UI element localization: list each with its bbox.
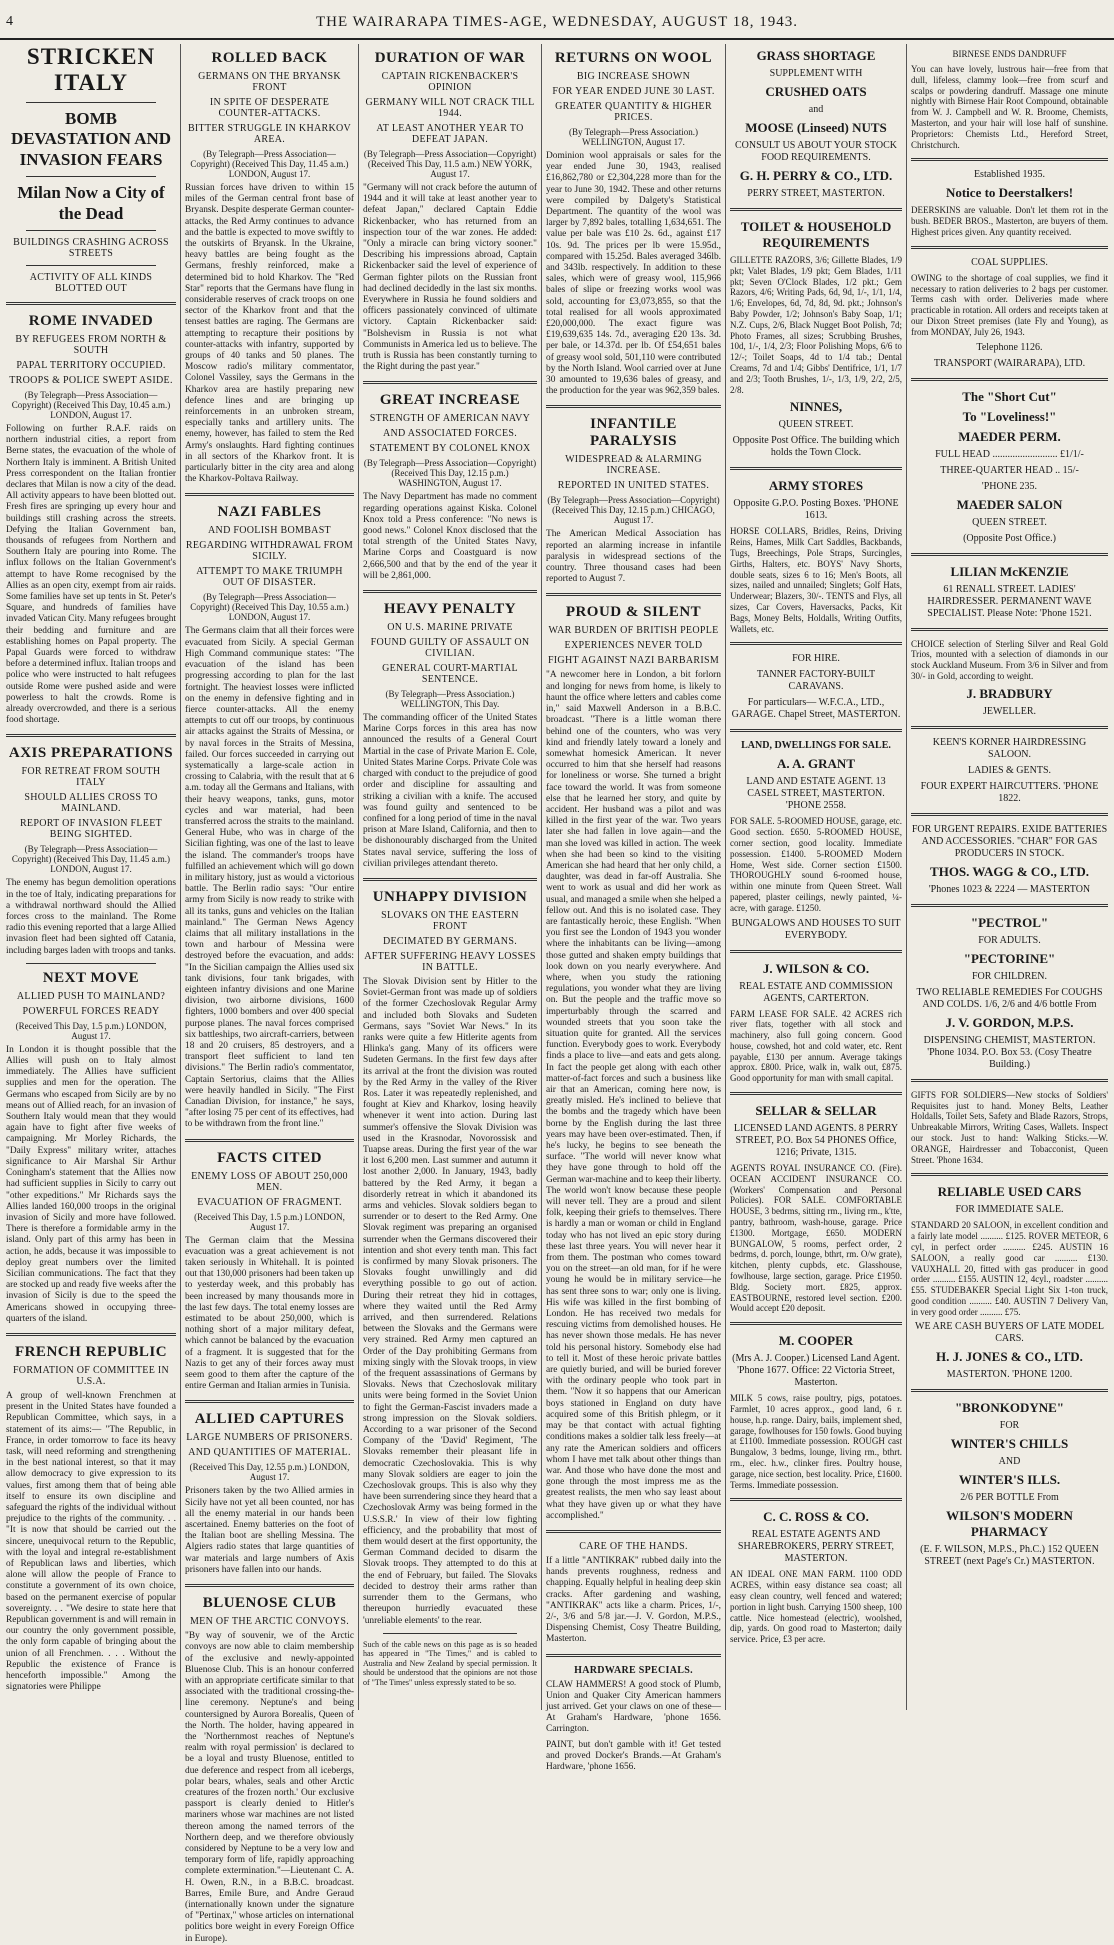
ad-text: QUEEN STREET. [778, 419, 854, 431]
subheadline: IN SPITE OF DESPERATE COUNTER-ATTACKS. [209, 97, 330, 119]
ad-heading: G. H. PERRY & CO., LTD. [739, 168, 893, 183]
subheadline: MEN OF THE ARCTIC CONVOYS. [189, 1616, 350, 1628]
ad-body: STANDARD 20 SALOON, in excellent condition and a fairly late model .......... £125. ROVER METEOR, 6 cyl, in perfect order .......... £245. AUSTIN 16 SALOON, a really good car .......... £130. VAUXHALL 20, fitted with gas producer in good order .......... £155. AUSTIN 12, 4cyl., roadster .......... £55. STUDEBAKER Special Light Six 1-ton truck, good condition .......... £40. AUSTIN 7 Delivery Van, in very good order .......... £75. [911, 1220, 1108, 1317]
subheadline: GERMANY WILL NOT CRACK TILL 1944. [365, 97, 535, 119]
headline: FRENCH REPUBLIC [14, 1343, 168, 1360]
ad-body: AGENTS ROYAL INSURANCE CO. (Fire). OCEAN ACCIDENT INSURANCE CO. (Workers' Compensation and Personal Policies). FOR SALE. COMFORTABLE HOUSE, 3 bedrms, sitting rm., living rm., k'tte, pantry, bathroom, wash-house, garage. Price £1300. Mortgage, £650. MODERN BUNGALOW, 5 rooms, perfect order, 2 bedrms, d. porch, lounge, bthrt, rm. O/w grate), kitchen, plenty cupbds, etc. Glasshouse, fowlhouse, large section, garage. Price £1950. Bldg. Society mort. £825, approx. EASTBOURNE, restored level section. £200. Would accept £20 deposit. [730, 1163, 902, 1314]
article-body: Dominion wool appraisals or sales for the year ended June 30, 1943, realised £16,862,780 or £2,304,228 more than for the year to June 30, 1942. These and other returns were compiled by Dalgety's Statistical Department. The quantity of the wool was larger by 7,892 bales, totalling 1,634,651. The value per bale was £10 2s. 6d., against £17 10s. 9d. The prices per lb were 15.95d., compared with 15.25d. Bales averaged 346lb. and 343lb. respectively. In addition to these sales, which were of greasy wool, 115,966 bales of slipe or freezing works wool was sold, accounting for £3,073,855, so that the total realised for all wools approximated £20,000,000. The exact figure was £19,639,635 14s. 7d., averaging £20 13s. 3d. per bale, or 14.37d. per lb. Of £54,651 bales of greasy wool sold, 501,110 were contributed by the North Island. Wool carried over at June 30 amounted to 19,636 bales of greasy, and the production for the year was 962,359 bales. [546, 151, 721, 397]
ad-text: FOR IMMEDIATE SALE. [955, 1204, 1064, 1216]
subheadline: GREATER QUANTITY & HIGHER PRICES. [555, 101, 712, 123]
headline: BOMB DEVASTATION AND INVASION FEARS [10, 109, 172, 169]
subheadline: REPORT OF INVASION FLEET BEING SIGHTED. [19, 818, 163, 841]
article-body: In London it is thought possible that the Allies will push on to Italy almost immediately. The Allies have sufficient supplies and men for the operation. The Germans who escaped from Sicily are by no means out of Allied reach, for an invasion of Southern Italy would mean that they would again have to fight after five weeks of campaigning. Mr Morley Richards, the "Daily Express" military writer, attaches significance to Air Marshal Sir Arthur Coningham's statement that the Allies now had sufficient supplies in Sicily to carry out "other expeditions." Mr Richards says the Allies landed 160,000 troops in the original invasion of Sicily and more have followed. There is therefore a formidable army in the island. Only part of this army has been in action, he adds, because it was impossible to deploy great numbers over the limited Sicilian communications. The fact that they are stocked up and ready five weeks after the invasion of Sicily is due to the speed the Americans showed in occupying three-quarters of the island. [6, 1044, 176, 1324]
ad-text: LAND AND ESTATE AGENT. 13 CASEL STREET, MASTERTON. 'PHONE 2558. [746, 776, 886, 812]
subheadline: REPORTED IN UNITED STATES. [557, 480, 710, 492]
headline: STRICKEN ITALY [26, 44, 156, 95]
ad-heading: WILSON'S MODERN PHARMACY [946, 1508, 1073, 1540]
ad-heading: CRUSHED OATS [765, 84, 867, 99]
ad-text: WE ARE CASH BUYERS OF LATE MODEL CARS. [915, 1321, 1104, 1345]
ad-heading: WINTER'S ILLS. [958, 1472, 1061, 1488]
column-4 [542, 44, 725, 1773]
dateline: (By Telegraph—Press Association—Copyright) (Received This Day, 11.45 a.m.) LONDON, August 17. [190, 149, 349, 179]
ad-body: GIFTS FOR SOLDIERS—New stocks of Soldiers' Requisites just to hand. Money Belts, Leather Holdalls, Toilet Sets, Safety and Blade Razors, Strops, Unbreakable Mirrors, Writing Cases, Wallets. Inspect our stock. Just to hand: Walking Sticks.—W. ORANGE, Hairdresser and Tobacconist, Queen Street. 'Phone 1634. [911, 1089, 1108, 1165]
article-body: "A newcomer here in London, a bit forlorn and longing for news from home, is likely to haunt the office where letters and cables come in," said Maxwell Anderson in a B.B.C. broadcast. "There is a little woman there behind one of the counters, who was very kind and friendly lately toward a lonely and somewhat homesick American. It never occurred to him that she herself had reasons for loneliness or worse. She turned a bright face toward the world. It was from someone else that he learned her story, and quite by accident. Her husband was a pilot and was killed in the first year of the war. Two years later she had fallen in love again—and the man she loved was killed in action. The week when she had been so kind to the visiting American she had heard that her only child, a daughter, was dead in far-off Australia. She went to work as usual and did her work as usual, and managed a smile when she helped a fellow out. And this is no isolated case. They are fantastically heroic, these English. "When you first see the London of 1943 you wonder where the inhabitants can be living—among those gutted and shaken empty buildings that look down on you nearly everywhere. And where, when you study the rationing regulations, you wonder what they are living on. But the people and the traffic move so imperturbably through the scarred and wounded streets that you soon take the situation quite for granted. All the services function. Everybody goes to work. Everybody finds a place to live—and eats and gets along. In fact the people get along with each other matter-of-fact forces and such a business like air that an American, coming here now, is greatly misled. He's inclined to believe that the bombs and the tragedy which have been borne by the English during the last three years may have been over-estimated. Then, if he's lucky, he begins to see beneath the surface. "The world will never know what they have gone through to hold off the German war-machine and to keep their liberty. The world won't know because these people will never tell. They are a proud and silent folk, keeping their griefs to themselves. There is hardly a man or woman or child in England today who has not lived an epic story during these last three years. You will never hear it from them. The postman who comes toward you on the street—an old man, for if he were young he would be in military service—he has sent three sons to war; only one is living. His wife was killed in the first bombing of London. He has received two medals for rescuing victims from demolished houses. He has never shown those medals. He has never told his personal history. Somebody else had to tell it. Most of these heroic private battles are quietly buried, and will be buried forever with the ordinary people who took part in them. "Now it so happens that our American boys stationed in England on duty have acquired some of this British phlegm, or it may be that contact with actual fighting conditions makes a soldier talk less freely—at any rate the American soldiers and officers whom I have met talk about other things than war. And those who have done the most and gone through the most impress me as the greatest realists, the men who say least about what they have given up or what they have accomplished." [546, 670, 721, 1521]
column-5 [726, 44, 906, 1645]
ad-body: FARM LEASE FOR SALE. 42 ACRES rich river flats, together with all stock and machinery, also full going concern. Good house, cowshed, hot and cold water, etc. Rent payable, £130 per annum. Average takings approx. £800. Price, walk in, walk out, £875. Good opportunity for man with small capital. [730, 1008, 902, 1084]
ad-heading: LILIAN McKENZIE [950, 563, 1069, 579]
article-body: The Navy Department has made no comment regarding operations against Kiska. Colonel Knox told a Press conference: "No news is good news." Colonel Knox disclosed that the total strength of the United States Navy, Marine Corps and Coastguard is now 2,666,500 and that by the end of the year it will be 2,861,000. [363, 492, 537, 581]
ad-heading: THOS. WAGG & CO., LTD. [930, 863, 1089, 879]
ad-text: LADIES & GENTS. [967, 764, 1052, 776]
ad-body: PAINT, but don't gamble with it! Get tested and proved Docker's Brands.—At Graham's Hardware, 'phone 1656. [546, 1739, 721, 1772]
ad-text: FOUR EXPERT HAIRCUTTERS. 'PHONE 1822. [920, 780, 1099, 804]
subheadline: BY REFUGEES FROM NORTH & SOUTH [15, 333, 167, 356]
ad-heading: To "Loveliness!" [962, 408, 1057, 424]
article-body: The German claim that the Messina evacuation was a great achievement is not taken seriously in Whitehall. It is pointed out that 130,000 prisoners had been taken up to yesterday week, and this probably has been increased by many thousands more in the last few days. The total enemy losses are estimated to be about 250,000, which is nothing short of a major military defeat, which cannot be balanced by the evacuation of a fragment. It is suggested that for the Nazis to get any of their forces away must seem good to them after the capture of the entire German and Italian armies in Tunisia. [185, 1235, 354, 1392]
dateline: (By Telegraph—Press Association—Copyright) (Received This Day, 12.15 p.m.) WASHINGTON, August 17. [363, 458, 537, 489]
ad-heading: J. BRADBURY [966, 685, 1053, 701]
subheadline: AND FOOLISH BOMBAST [208, 525, 331, 537]
ad-heading: GRASS SHORTAGE [756, 48, 876, 63]
ad-text: FOR CHILDREN. [971, 970, 1047, 982]
subheadline: FOR YEAR ENDED JUNE 30 LAST. [552, 86, 715, 97]
article-body: The American Medical Association has reported an alarming increase in infantile paralysis in widespread sections of the country. Three thousand cases had been reported to August 7. [546, 529, 721, 585]
ad-text: JEWELLER. [982, 705, 1037, 717]
column-1 [2, 44, 180, 1693]
ad-body: AN IDEAL ONE MAN FARM. 1100 ODD ACRES, within easy distance sea coast; all easy clean country, well fenced and watered; portion in light bush. Carrying 1500 sheep, 100 cattle. Nice homestead (electric), woolshed, dip, yards. On good road to Masterton; daily service. Price, £3 per acre. [730, 1569, 902, 1645]
subheadline: ON U.S. MARINE PRIVATE [387, 622, 513, 634]
headline: UNHAPPY DIVISION [372, 888, 528, 905]
ad-text: DISPENSING CHEMIST, MASTERTON. 'Phone 1034. P.O. Box 53. (Cosy Theatre Building.) [923, 1034, 1096, 1070]
ad-body: CLAW HAMMERS! A good stock of Plumb, Union and Quaker City American hammers just arrived. Get your claws on one of these—At Graham's Hardware, 'phone 1656. Carrington. [546, 1679, 721, 1735]
ad-text: 'PHONE 235. [981, 480, 1038, 492]
dateline: (By Telegraph—Press Association—Copyright) (Received This Day, 10.55 a.m.) LONDON, August 17. [190, 592, 349, 623]
headline: Milan Now a City of the Dead [17, 183, 165, 223]
ad-heading: MAEDER PERM. [958, 428, 1061, 444]
ad-text: For particulars— W.F.C.A., LTD., GARAGE. Chapel Street, MASTERTON. [731, 697, 901, 721]
ad-text: TWO RELIABLE REMEDIES For COUGHS AND COLDS. 1/6, 2/6 and 4/6 bottle From [916, 986, 1103, 1010]
headline: FACTS CITED [217, 1149, 322, 1166]
ad-heading: BIRNESE ENDS DANDRUFF [952, 49, 1067, 59]
dateline: (By Telegraph—Press Association—Copyright) (Received This Day, 11.5 a.m.) NEW YORK, August 17. [363, 149, 537, 179]
column-3 [359, 44, 541, 1687]
ad-heading: M. COOPER [778, 1333, 854, 1349]
article-body: The enemy has begun demolition operations in the toe of Italy, indicating preparations for a withdrawal northward should the Allied forces cross to the mainland. The Rome radio this evening reported that a large Allied invasion fleet had been sighted off Catania, including barges laden with troops and tanks. [6, 878, 176, 956]
ad-heading: RELIABLE USED CARS [937, 1184, 1082, 1200]
ad-text: REAL ESTATE AGENTS AND SHAREBROKERS, PERRY STREET, MASTERTON. [737, 1529, 895, 1565]
subheadline: AFTER SUFFERING HEAVY LOSSES IN BATTLE. [364, 950, 536, 973]
headline: ROLLED BACK [211, 50, 328, 66]
subheadline: LARGE NUMBERS OF PRISONERS. [186, 1432, 353, 1444]
headline: NEXT MOVE [42, 969, 140, 986]
article-body: Prisoners taken by the two Allied armies in Sicily have not yet all been counted, nor has all the enemy material in our hands been ascertained. Enemy batteries on the foot of the Italian boot are shelling Messina. The Algiers radio states that large quantities of war materials and large numbers of Axis prisoners have fallen into our hands. [185, 1486, 354, 1575]
ad-text: 2/6 PER BOTTLE From [960, 1492, 1059, 1504]
article-body: The commanding officer of the United States Marine Corps forces in this area has now announced the results of a General Court Martial in the case of Private Marion E. Cole, United States Marine Corps. Private Cole was charged with conduct to the prejudice of good order and discipline for assaulting and striking a civilian with a knife. The accused was found guilty and sentenced to be confined for a long period of time in the naval prison at Mare Island, California, and then to be dishonourably discharged from the United States naval service, suffering the loss of civilian privileges attendant thereto. [363, 713, 537, 869]
ad-heading: A. A. GRANT [776, 756, 855, 772]
subheadline: ACTIVITY OF ALL KINDS BLOTTED OUT [29, 271, 153, 294]
ad-text: Established 1935. [973, 169, 1046, 181]
ad-heading: MOOSE (Linseed) NUTS [745, 120, 887, 135]
subheadline: BUILDINGS CRASHING ACROSS STREETS [13, 236, 169, 259]
subheadline: AND QUANTITIES OF MATERIAL. [188, 1447, 351, 1459]
subheadline: EVACUATION OF FRAGMENT. [197, 1196, 342, 1208]
column-6 [907, 44, 1112, 1568]
ad-heading: J. WILSON & CO. [762, 960, 870, 976]
ad-body: CHOICE selection of Sterling Silver and Real Gold Trios, mounted with a selection of diamonds in our stock Auckland Museum. From 3/6 in Silver and from 30/- in Gold, according to weight. [911, 638, 1108, 681]
article-body: "Germany will not crack before the autumn of 1944 and it will take at least another year to defeat Japan," declared Captain Eddie Rickenbacker, who has returned from an inspection tour of the war zones. He added: "Only a miracle can bring victory sooner." Describing his impressions abroad, Captain Rickenbacker said the level of experience of German fighter pilots on the Russian front had declined decidedly in the last six months. Everywhere in Russia he found soldiers and officers passionately convinced of ultimate victory. Captain Rickenbacker said: "Bolshevism in Russia is not what Communists in America led us to believe. The truth is Russia has been constantly turning to the Right during the past year." [363, 183, 537, 373]
ad-text: 61 RENALL STREET. LADIES' HAIRDRESSER. PERMANENT WAVE SPECIALIST. Please Note: 'Phone 1521. [927, 583, 1092, 619]
headline: NAZI FABLES [217, 504, 322, 521]
ad-heading: CARE OF THE HANDS. [579, 1540, 688, 1552]
ad-body: You can have lovely, lustrous hair—free from that dull, lifeless, clammy look—free from scurf and scalps or powdering dandruff. Massage one minute nightly with Birnese Hair Root Compound, obtainable from W. J. Campbell and W. R. Broome, Chemists, Masterton, and your hair will lose half of sunshine. Proprietors: Chemists Ltd., Hereford Street, Christchurch. [911, 64, 1108, 150]
ad-text: FOR ADULTS. [978, 934, 1041, 946]
subheadline: FOR RETREAT FROM SOUTH ITALY [21, 766, 161, 789]
ad-body: FOR SALE. 5-ROOMED HOUSE, garage, etc. Good section. £650. 5-ROOMED HOUSE, corner section, good locality. Immediate possession. £1400. 5-ROOMED Modern Home, West side. Corner section £1500. THOROUGHLY sound 6-roomed house, within one minute from Queen Street. Wall papered, plaster ceilings, newly painted, ¼-acre, with garage. £1250. [730, 816, 902, 913]
ad-text: SUPPLEMENT WITH [769, 68, 863, 79]
subheadline: EXPERIENCES NEVER TOLD [564, 640, 703, 652]
article-body: A group of well-known Frenchmen at present in the United States have founded a Republican Committee, which says, in a statement of its aims:— "The Republic, in France, in order tomorrow to face its heavy task, will need reforming and strengthening in the best national interest, so that it may allow democracy to give expression to its values, first among them that of being able itself to ensure its own discipline and safeguard the rights of the individual without prejudice to the rights of the community. . . "It is now that should be carried out the sincere, unequivocal return to the Republic, with the loyal and integral re-establishment of Republican laws and liberties, which alone will allow the people of France to constitute a government of its own choice, based on the permanent exercise of popular sovereignty. . . "We desire to state here that Republican government is and will remain in our country the only government possible, the only form capable of bringing about the union of all Frenchmen. . . . Without the Republic the existence of France is henceforth impossible." Among the signatories were Philippe [6, 1390, 176, 1693]
subheadline: ALLIED PUSH TO MAINLAND? [16, 990, 166, 1002]
ad-heading: C. C. ROSS & CO. [763, 1509, 869, 1525]
headline: ALLIED CAPTURES [194, 1411, 345, 1428]
ad-text: AND [998, 1456, 1021, 1468]
article-body: Russian forces have driven to within 15 miles of the German central front base of Bryansk. Despite desperate German counter-attacks, the Red Army continues to advance and the battle is expected to move swiftly to the outskirts of Bryansk. In the Ukraine, heavy battles are being fought as the Germans, freshly reinforced, make a determined bid to hold Kharkov. The "Red Star" reports that the Germans have flung in considerable reserves of crack troops on one sector of the Kharkov front and that the tensest battles are raging. The Germans are attempting to recapture their positions by counter-attacks with infantry, supported by groups of 40 tanks and 50 planes. The Moscow radio's military commentator, Colonel Vassiley, says the Germans in the Kharkov area are hastily preparing new defence lines and are bringing up reinforcements in an unbroken stream, especially tanks and artillery units. The enemy, however, has failed to stem the Red Army's onslaughts. Hard fighting continues in all sectors of the Kharkov front. It is particularly bitter in the city area and along the Kharkov-Poltava Railway. [185, 183, 354, 485]
ad-text: Telephone 1126. [976, 341, 1043, 353]
headline: AXIS PREPARATIONS [8, 745, 174, 762]
subheadline: STATEMENT BY COLONEL KNOX [369, 443, 531, 455]
dateline: (By Telegraph—Press Association—Copyright) (Received This Day, 10.45 a.m.) LONDON, August 17. [11, 389, 171, 420]
subheadline: STRENGTH OF AMERICAN NAVY [369, 413, 531, 425]
ad-text: FULL HEAD .......................... £1/1/- [935, 448, 1084, 460]
subheadline: REGARDING WITHDRAWAL FROM SICILY. [185, 540, 354, 563]
ad-text: THREE-QUARTER HEAD .. 15/- [940, 464, 1079, 476]
article-body: "By way of souvenir, we of the Arctic convoys are now able to claim membership of the exclusive and newly-appointed Bluenose Club. This is an honour conferred with an appropriate certificate similar to that associated with the traditional crossing-the-line ceremony. Neptune's and being countersigned by Aurora Borealis, Queen of the North. The holder, having appeared in the 'Northernmost reaches of Neptune's realm with royal permission' is declared to be a loyal and trusty Bluenose, entitled to due deference and respect from all icebergs, polar bears, whales, seals and other Arctic creatures of the frozen north.' Our exclusive passport is clearly denied to Hitler's mariners whose war machines are not listed thereon among the named terrors of the Northern deep, and we therefore obviously considered by Neptune to be a very low and temporary form of life, rapidly approaching complete extermination."—Lieutenant C. A. H. Owen, R.N., in a B.B.C. broadcast. Barres, Emile Bure, and Andre Geraud (internationally known under the signature of "Pertinax," whose articles on international politics bore weight in every Foreign Office in Europe). [185, 1631, 354, 1944]
ad-text: KEEN'S KORNER HAIRDRESSING SALOON. [932, 736, 1087, 760]
subheadline: ATTEMPT TO MAKE TRIUMPH OUT OF DISASTER. [196, 566, 343, 589]
ad-heading: MAEDER SALON [956, 496, 1063, 512]
subheadline: SHOULD ALLIES CROSS TO MAINLAND. [24, 792, 158, 815]
article-body: The Slovak Division sent by Hitler to the Soviet-German front was made up of soldiers of the former Czechoslovak Regular Army and included both Slovaks and Sudeten Germans, says "Soviet War News." In its ranks were quite a few Hitlerite agents from Hlinka's gang. Many of its officers were Sudeten Germans. In the first few days after its arrival at the front the division was routed by the Red Army in the valley of the River Ros. Later it was repeatedly replenished, and fought at Kiev and Kharkov, losing heavily whenever it went into action. During last summer's offensive the Slovak Division was used in the Krasnodar, Novorossisk and Tuapse areas. During the first year of the war it lost 6,200 men. Last summer and autumn it lost another 2,000. In January, 1943, badly battered by the Red Army, it began a disorderly retreat in which it abandoned its arms and vehicles. Slovak soldiers began to surrender or to desert to the Red Army. One Slovak regiment was preparing an organised surrender when the Germans discovered their intention and shot every tenth man. This fact is confirmed by many Slovak prisoners. The Slovaks fought unwillingly and did everything possible to go out of action. During their retreat they hid in cottages, where they waited until the Red Army arrived, and then surrendered. Relations between the Slovaks and the Germans were very strained. Red Army men captured an Order of the Day prohibiting Germans from mixing singly with the Slovak troops, in view of the frequent assassinations of Germans by Slovaks. News that Czechoslovak military units were being formed in the Soviet Union to fight the German-Fascist invaders made a strong impression on the Slovak soldiers. According to a war prisoner of the Second Company of the 'David' Regiment, 'The Slovaks remember their pleasant life in democratic Czechoslovakia. This is why many Slovak soldiers are eager to join the Czechoslovak groups. This is also why they have been surrendering since they heard that a Czechoslovak Army was being formed in the U.S.S.R.' In view of their low fighting efficiency, and the probability that most of them would desert at the first opportunity, the German Command decided to disarm the Slovak troops. They attempted to do this at the end of February, but failed. The Slovaks decided to destroy their arms rather than surrender them to the Germans, who thereupon hurriedly evacuated these 'unreliable elements' to the rear. [363, 976, 537, 1626]
dateline: (By Telegraph—Press Association.) WELLINGTON, This Day. [385, 689, 515, 710]
ad-text: Opposite Post Office. The building which holds the Town Clock. [732, 435, 900, 459]
ad-heading: The "Short Cut" [962, 388, 1057, 404]
subheadline: SLOVAKS ON THE EASTERN FRONT [381, 909, 519, 932]
subheadline: PAPAL TERRITORY OCCUPIED. [16, 359, 166, 371]
ad-heading: COAL SUPPLIES. [971, 256, 1048, 268]
ad-heading: WINTER'S CHILLS [950, 1436, 1069, 1452]
dateline: (Received This Day, 1.5 p.m.) LONDON, August 17. [194, 1211, 345, 1232]
ad-heading: HARDWARE SPECIALS. [574, 1664, 693, 1676]
ad-text: (Mrs A. J. Cooper.) Licensed Land Agent. 'Phone 1677. Office: 22 Victoria Street, Masterton. [732, 1353, 900, 1389]
ad-body: GILLETTE RAZORS, 3/6; Gillette Blades, 1/9 pkt; Valet Blades, 1/9 pkt; Gem Blades, 1/11 pkt; Seven O'Clock Blades, 1/2 pkt.; Gem Razors, 4/6; Writing Pads, 6d, 9d, 1/-, 1/1, 1/4, 1/6; Envelopes, 6d, 7d, 8d, 9d. pkt.; Johnson's Baby Powder, 1/2; Johnson's Baby Soap, 1/1; N.Z. Cups, 2/6, Black Nugget Boot Polish, 7d; Photo Frames, all sizes; Scrubbing Brushes, 10d, 1/-, 1/4, 2/3; Floor Polishing Mops, 6/6 to 12/-; Toilet Soaps, 4d to 1/4 tab.; Dental Creams, 7d and 1/4; Gibbs' Dentifrice, 1/1, 1/7 and 2/3; Tooth Brushes, 1/-, 1/3, 1/9, 2/2, 2/5, 2/8. [730, 255, 902, 395]
ad-heading: NINNES, [789, 399, 843, 415]
ad-text: TRANSPORT (WAIRARAPA), LTD. [933, 357, 1086, 369]
subheadline: WIDESPREAD & ALARMING INCREASE. [565, 454, 702, 477]
column-2 [181, 44, 358, 1945]
headline: INFANTILE PARALYSIS [589, 416, 678, 450]
ad-body: DEERSKINS are valuable. Don't let them rot in the bush. BEDER BROS., Masterton, are buyers of them. Highest prices given. Any quantity received. [911, 205, 1108, 237]
ad-text: 'Phones 1023 & 2224 — MASTERTON [928, 883, 1091, 895]
headline: DURATION OF WAR [374, 50, 526, 66]
subheadline: FORMATION OF COMMITTEE IN U.S.A. [12, 1364, 170, 1387]
headline: BLUENOSE CLUB [202, 1595, 337, 1612]
headline: HEAVY PENALTY [383, 601, 517, 618]
headline: PROUD & SILENT [565, 604, 702, 621]
headline: ROME INVADED [28, 312, 154, 329]
subheadline: TROOPS & POLICE SWEPT ASIDE. [9, 374, 173, 386]
ad-body: If a little "ANTIKRAK" rubbed daily into the hands prevents roughness, redness and chapping. Equally helpful in healing deep skin cracks. After gardening and washing, "ANTIKRAK" acts like a charm. Prices, 1/-, 2/-, 3/6 and 5/8 jar.—J. V. Gordon, M.P.S., Dispensing Chemist, Cosy Theatre Building, Masterton. [546, 1555, 721, 1645]
ad-body: HORSE COLLARS, Bridles, Reins, Driving Reins, Hames, Milk Cart Saddles, Backbands, Tugs, Breechings, Pole Straps, Surcingles, Girths, Halters, etc. BOYS' Navy Shorts, double seats, sizes 6 to 16; Men's Boots, all sizes, nailed and unnailed; Singlets; Golf Hats, Underwear; Blazers, 30/-. TENTS and Flys, all sizes, Car Covers, Haversacks, Packs, Kit Bags, Money Belts, Holdalls, Writing Outfits, Wallets, etc. [730, 526, 902, 634]
ad-text: QUEEN STREET. [972, 516, 1047, 528]
editorial-note: Such of the cable news on this page as is so headed has appeared in "The Times," and is cabled to Australia and New Zealand by special permission. It should be understood that the opinions are not those of "The Times" unless expressly stated to be so. [363, 1639, 537, 1687]
subheadline: BITTER STRUGGLE IN KHARKOV AREA. [187, 123, 352, 145]
headline: GREAT INCREASE [379, 392, 521, 409]
ad-text: FOR HIRE. [792, 653, 840, 665]
subheadline: BIG INCREASE SHOWN [576, 71, 691, 82]
ad-text: FOR URGENT REPAIRS. EXIDE BATTERIES AND ACCESSORIES. "CHAR" FOR GAS PRODUCERS IN STOCK. [911, 823, 1108, 859]
subheadline: AT LEAST ANOTHER YEAR TO DEFEAT JAPAN. [376, 123, 524, 145]
subheadline: FOUND GUILTY OF ASSAULT ON CIVILIAN. [370, 637, 530, 660]
subheadline: WAR BURDEN OF BRITISH PEOPLE [548, 625, 719, 637]
subheadline: DECIMATED BY GERMANS. [383, 935, 517, 947]
ad-text: (E. F. WILSON, M.P.S., Ph.C.) 152 QUEEN STREET (next Page's Cr.) MASTERTON. [920, 1544, 1099, 1568]
dateline: (By Telegraph—Press Association—Copyright) (Received This Day, 11.45 a.m.) LONDON, August 17. [11, 844, 171, 875]
subheadline: ENEMY LOSS OF ABOUT 250,000 MEN. [191, 1170, 348, 1193]
subheadline: FIGHT AGAINST NAZI BARBARISM [547, 655, 720, 667]
ad-heading: TOILET & HOUSEHOLD REQUIREMENTS [740, 219, 892, 250]
masthead [0, 0, 1114, 40]
ad-text: LICENSED LAND AGENTS. 8 PERRY STREET, P.O. Box 54 PHONES Office, 1216; Private, 1315. [733, 1123, 899, 1159]
ad-heading: Notice to Deerstalkers! [945, 185, 1074, 201]
ad-heading: LAND, DWELLINGS FOR SALE. [741, 740, 891, 752]
ad-text: PERRY STREET, MASTERTON. [747, 188, 885, 199]
ad-heading: J. V. GORDON, M.P.S. [945, 1014, 1074, 1030]
ad-text: CONSULT US ABOUT YOUR STOCK FOOD REQUIREMENTS. [734, 140, 898, 163]
ad-heading: ARMY STORES [768, 478, 864, 494]
ad-text: REAL ESTATE AND COMMISSION AGENTS, CARTERTON. [739, 980, 893, 1004]
subheadline: AND ASSOCIATED FORCES. [382, 428, 518, 440]
ad-heading: "PECTROL" [970, 914, 1049, 930]
ad-text: and [808, 104, 824, 115]
ad-text: BUNGALOWS AND HOUSES TO SUIT EVERYBODY. [731, 917, 901, 941]
ad-body: MILK 5 cows, raise poultry, pigs, potatoes. Farmlet, 10 acres approx., good land, 6 r. house, h.p. range. Dairy, bails, implement shed, garage, fowlhouses for 150 fowls. Good buying at £1100. Immediate possession. ROUGH cast Bungalow, 3 bedms, lounge, living rm., bthrt. rm., elec. h.w., clinker fires. Poultry house, garage, nice section, best locality. Price, £1600. Terms. Immediate possession. [730, 1393, 902, 1490]
subheadline: POWERFUL FORCES READY [22, 1005, 160, 1017]
ad-heading: "BRONKODYNE" [954, 1400, 1065, 1416]
ad-heading: SELLAR & SELLAR [755, 1103, 877, 1119]
headline: RETURNS ON WOOL [554, 50, 713, 66]
dateline: (By Telegraph—Press Association—Copyright) (Received This Day, 12.15 p.m.) CHICAGO, August 17. [547, 495, 720, 526]
ad-text: (Opposite Post Office.) [963, 532, 1056, 544]
ad-text: TANNER FACTORY-BUILT CARAVANS. [756, 669, 876, 693]
ad-heading: "PECTORINE" [963, 950, 1056, 966]
ad-text: Opposite G.P.O. Posting Boxes. 'PHONE 1613. [733, 498, 899, 522]
ad-body: OWING to the shortage of coal supplies, we find it necessary to ration deliveries to 2 bags per customer. Terms cash with order. Deliveries made where practicable in rotation. All orders and receipts taken at our Dixon Street premises (late Fly and Young), as from MONDAY, July 26, 1943. [911, 272, 1108, 337]
dateline: (By Telegraph—Press Association.) WELLINGTON, August 17. [569, 127, 698, 147]
dateline: (Received This Day, 12.55 p.m.) LONDON, August 17. [189, 1462, 350, 1483]
ad-text: MASTERTON. 'PHONE 1200. [946, 1369, 1073, 1381]
ad-text: FOR [999, 1420, 1020, 1432]
dateline: (Received This Day, 1.5 p.m.) LONDON, August 17. [15, 1020, 167, 1041]
article-body: Following on further R.A.F. raids on northern industrial cities, a report from Berne states, the evacuation of the whole of Northern Italy is imminent. A British United Press correspondent on the Italian frontier declares that Milan is now a city of the dead. All activity appears to have been blotted out. Fresh fires are springing up every hour and buildings still crashing across the streets. Defying the Italian Government ban, thousands of refugees from Northern and Southern Italy are pouring into Rome. The influx follows on the Italian Government's attempt to have Rome recognised by the Allies as an open city, exempt from air raids. Some families have set up tents in St. Peter's Square, and hundreds of families have invaded Vatican City. Many refugees brought their bedding and furniture and are establishing homes on Papal property. The Papal Guards were forced to withdraw before a determined influx. Italian troops and police who were instructed to halt refugees outside Rome were pushed aside and were powerless to halt the crowds. Rome is already overcrowded, and there is a serious food shortage. [6, 423, 177, 726]
subheadline: CAPTAIN RICKENBACKER'S OPINION [381, 71, 519, 93]
newspaper-title: THE WAIRARAPA TIMES-AGE, WEDNESDAY, AUGUST 18, 1943. [315, 14, 799, 30]
article-body: The Germans claim that all their forces were evacuated from Sicily. A special German High Command communique states: "The evacuation of the island has been progressing according to plan for the last fortnight. The heaviest losses were inflicted on the enemy in defensive fighting and in fierce counter-attacks. All the enemy attempts to cut off our troops, by continuous air attacks against the Straits of Messina, or by naval forces in the Straits of Messina, failed. Our forces succeeded in carrying out systematically a large-scale action in crossing to Calabria, with the result that at 6 a.m. today all the Germans and Italians, with their heavy weapons, tanks, guns, motor cycles and war material, had been transferred across the straits to the mainland. General Hube, who was in charge of the Sicilian fighting, was one of the last to leave the island. The commander's troops have fulfilled an achievement which will go down in military history, just as would a victorious battle. The Berlin radio says: "Our entire army from Sicily is now ready to strike with all its tanks, guns and vehicles on the Italian mainland." The German News Agency claims that all military installations in the town and harbour of Messina were destroyed before the evacuation, and adds: "In the Sicilian campaign the Allies used six tank divisions, four tank brigades, with eighteen infantry divisions and one Marine division, two airborne divisions, 1600 fighters, 1000 bombers and over 400 special purpose planes. The naval forces comprised six battleships, two aircraft-carriers, between 18 and 20 cruisers, 85 destroyers, and a transport fleet sufficient to land ten divisions." The Berlin radio's commentator, Captain Sertorius, claims that the Allies were heavily handled in Sicily. "The First Canadian Division, for instance," he says, "after losing 75 per cent of its effectives, had to be withdrawn from the front line." [185, 626, 354, 1130]
ad-heading: H. J. JONES & CO., LTD. [936, 1349, 1083, 1365]
page-number: 4 [6, 14, 13, 29]
subheadline: GENERAL COURT-MARTIAL SENTENCE. [382, 663, 518, 686]
subheadline: GERMANS ON THE BRYANSK FRONT [198, 71, 341, 93]
